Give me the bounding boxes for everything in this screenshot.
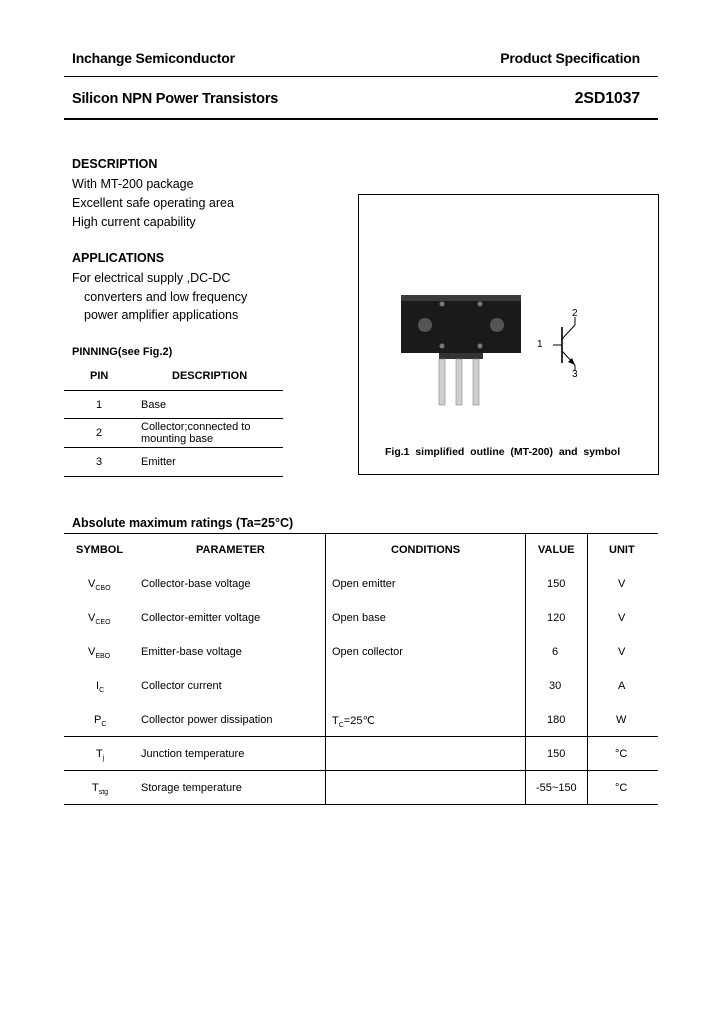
rating-value: 180: [547, 714, 566, 726]
applications-line: converters and low frequency: [84, 290, 248, 304]
rating-unit: W: [616, 714, 627, 726]
applications-line: power amplifier applications: [84, 308, 239, 322]
rating-unit: A: [618, 680, 626, 692]
pin-desc: Emitter: [141, 456, 176, 468]
rating-parameter: Collector-base voltage: [141, 578, 251, 590]
symbol-label-collector: 2: [572, 308, 578, 319]
figure-box: [358, 194, 659, 475]
pinning-rule: [64, 418, 283, 419]
rating-symbol: $V_{CEO}$: [88, 612, 111, 627]
rating-parameter: Collector power dissipation: [141, 714, 273, 726]
rating-symbol: $T_{stg}$: [92, 782, 109, 797]
ratings-rule: [64, 533, 658, 534]
ratings-col-conditions: CONDITIONS: [391, 544, 461, 556]
ratings-col-sep: [587, 533, 588, 804]
ratings-heading: Absolute maximum ratings (Ta=25°C): [72, 516, 294, 530]
rating-value: 6: [552, 646, 559, 658]
ratings-col-unit: UNIT: [609, 544, 635, 556]
ratings-rule: [64, 770, 658, 771]
company-name: Inchange Semiconductor: [72, 50, 235, 66]
rating-unit: °C: [615, 748, 628, 760]
figure-caption: Fig.1 simplified outline (MT-200) and symbol: [385, 446, 621, 458]
description-heading: DESCRIPTION: [72, 157, 158, 171]
rating-condition: Open emitter: [332, 578, 396, 590]
rating-condition: Open base: [332, 612, 386, 624]
description-item: Excellent safe operating area: [72, 196, 234, 210]
degree-c-glyph: ℃: [362, 715, 375, 727]
rating-unit: V: [618, 646, 626, 658]
pin-number: 3: [96, 456, 103, 468]
applications-line: For electrical supply ,DC-DC: [72, 271, 231, 285]
symbol-label-base: 1: [537, 339, 543, 350]
rating-parameter: Collector current: [141, 680, 222, 692]
rating-parameter: Collector-emitter voltage: [141, 612, 261, 624]
ratings-col-value: VALUE: [538, 544, 575, 556]
rating-symbol: $T_j$: [96, 748, 105, 763]
rating-value: -55~150: [536, 782, 577, 794]
rating-unit: °C: [615, 782, 628, 794]
pinning-col-desc: DESCRIPTION: [172, 370, 248, 382]
doc-type: Product Specification: [500, 50, 640, 66]
pin-desc: Base: [141, 399, 167, 411]
rating-symbol: $P_C$: [94, 714, 107, 729]
rating-unit: V: [618, 578, 626, 590]
rating-condition: Open collector: [332, 646, 403, 658]
pinning-heading: PINNING(see Fig.2): [72, 346, 173, 358]
ratings-col-sep: [325, 533, 326, 804]
rating-value: 150: [547, 578, 566, 590]
rating-condition: $T_C=25℃$: [332, 715, 375, 730]
rating-symbol: $I_C$: [96, 680, 105, 695]
pinning-rule: [64, 447, 283, 448]
applications-heading: APPLICATIONS: [72, 251, 165, 265]
ratings-col-parameter: PARAMETER: [196, 544, 265, 556]
pinning-rule: [64, 390, 283, 391]
rating-unit: V: [618, 612, 626, 624]
rating-parameter: Storage temperature: [141, 782, 242, 794]
transistor-package-image: [399, 291, 529, 411]
rating-value: 30: [549, 680, 562, 692]
rating-value: 150: [547, 748, 566, 760]
rating-parameter: Emitter-base voltage: [141, 646, 242, 658]
symbol-label-emitter: 3: [572, 369, 578, 380]
header-rule-thick: [64, 118, 658, 120]
header-rule-thin: [64, 76, 658, 77]
pinning-rule: [64, 476, 283, 477]
rating-value: 120: [547, 612, 566, 624]
rating-parameter: Junction temperature: [141, 748, 245, 760]
product-line: Silicon NPN Power Transistors: [72, 91, 279, 107]
rating-symbol: $V_{CBO}$: [88, 578, 111, 593]
ratings-col-sep: [525, 533, 526, 804]
pin-desc-line: mounting base: [141, 433, 214, 445]
ratings-rule: [64, 804, 658, 805]
description-item: With MT-200 package: [72, 177, 194, 191]
description-item: High current capability: [72, 215, 196, 229]
pin-number: 1: [96, 399, 103, 411]
part-number: 2SD1037: [574, 90, 640, 107]
ratings-rule: [64, 736, 658, 737]
rating-symbol: $V_{EBO}$: [88, 646, 111, 661]
ratings-col-symbol: SYMBOL: [76, 544, 124, 556]
pin-desc: [141, 421, 250, 445]
pin-number: 2: [96, 427, 103, 439]
pin-desc-line: Collector;connected to: [141, 421, 251, 433]
pinning-col-pin: PIN: [90, 370, 109, 382]
